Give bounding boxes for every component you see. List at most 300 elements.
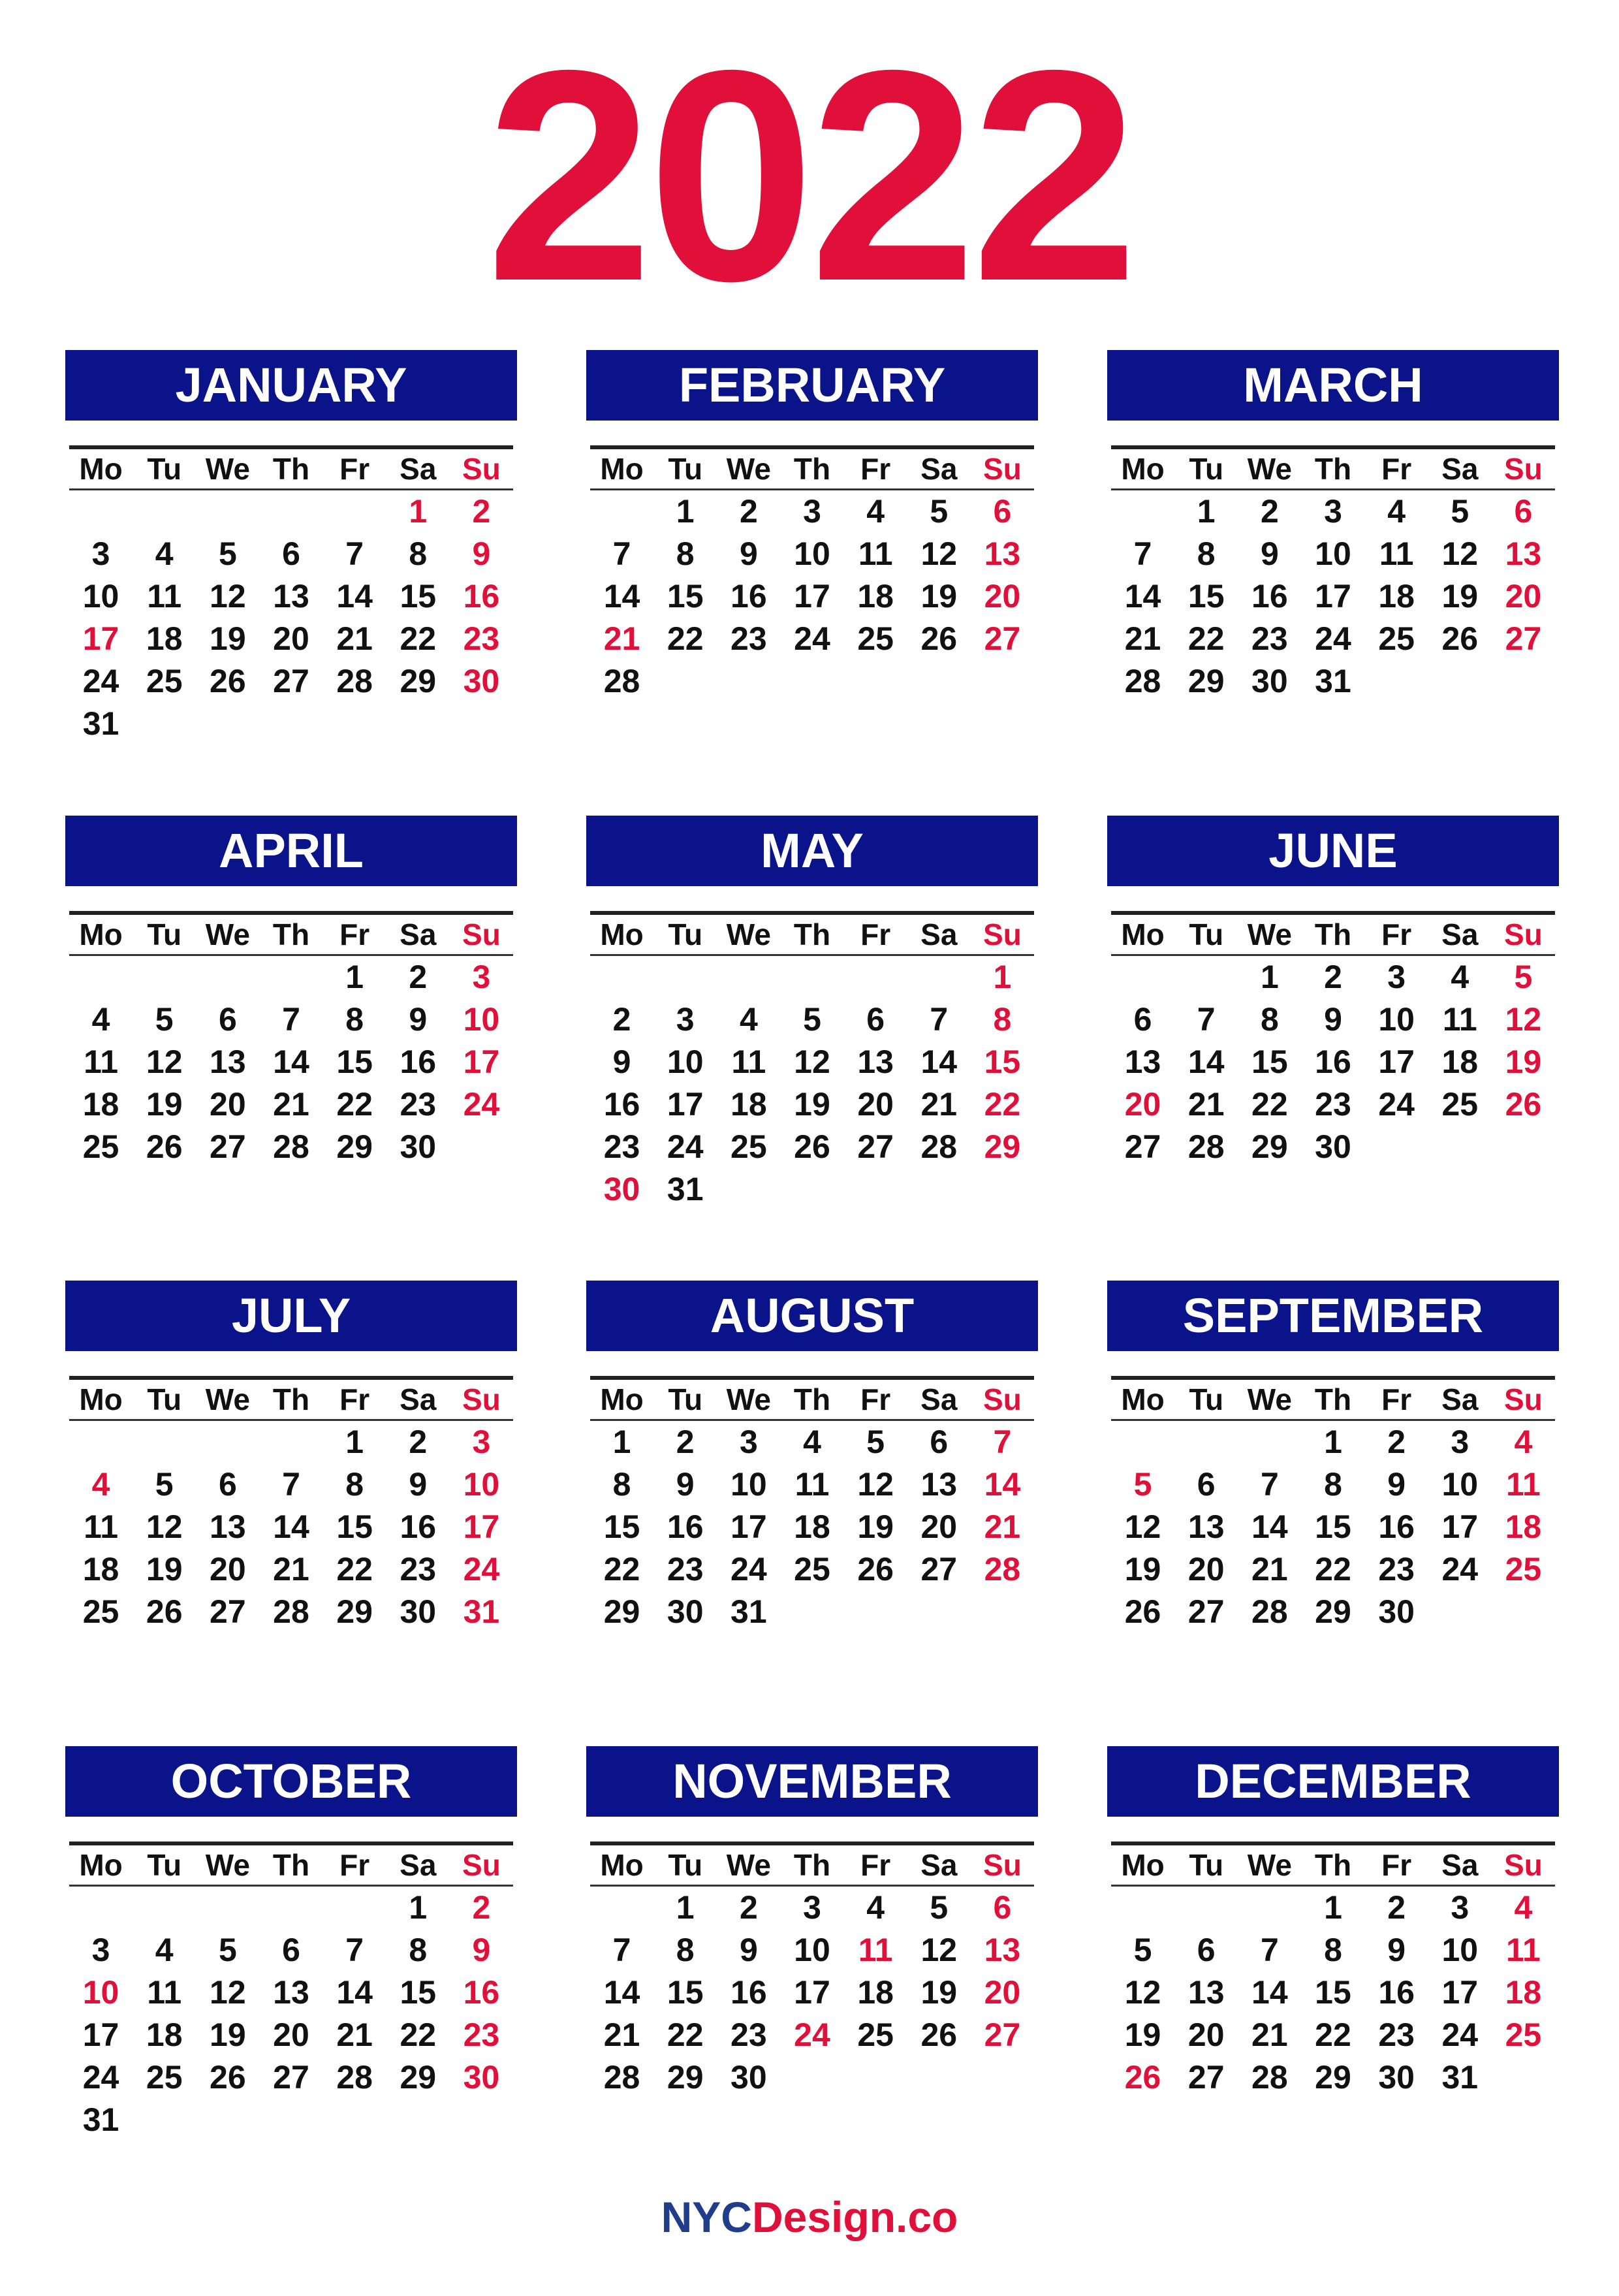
day-cell: 21 xyxy=(920,1086,958,1123)
day-cell: 12 xyxy=(920,535,958,572)
day-cell: 11 xyxy=(1505,1932,1541,1968)
weekday-label: Sa xyxy=(1428,915,1492,956)
day-cell: 19 xyxy=(1124,1551,1161,1587)
day-cell: 21 xyxy=(1251,1551,1288,1587)
day-cell: 4 xyxy=(803,1424,821,1460)
month-november xyxy=(586,1746,1038,2099)
day-cell: 24 xyxy=(82,663,119,699)
day-cell: 20 xyxy=(210,1086,246,1123)
day-cell: 28 xyxy=(336,2059,373,2096)
day-cell: 6 xyxy=(930,1424,949,1460)
day-cell: 1 xyxy=(409,493,428,530)
day-cell: 23 xyxy=(731,620,767,657)
day-cell: 8 xyxy=(345,1001,364,1038)
day-cell: 20 xyxy=(210,1551,246,1587)
weekday-label: Fr xyxy=(844,1845,907,1887)
day-cell: 29 xyxy=(336,1593,373,1630)
day-cell: 10 xyxy=(731,1466,767,1503)
weekday-label: Mo xyxy=(1111,1380,1174,1421)
weekday-label: Th xyxy=(259,1380,322,1421)
empty-cell xyxy=(196,956,259,998)
weekday-label: Sa xyxy=(386,449,450,490)
day-cell: 23 xyxy=(1251,620,1288,657)
weekday-label: Su xyxy=(971,915,1034,956)
empty-cell xyxy=(323,1887,386,1929)
day-cell: 18 xyxy=(146,2017,183,2053)
day-cell: 26 xyxy=(210,663,246,699)
empty-cell xyxy=(196,1887,259,1929)
day-cell: 25 xyxy=(857,2017,894,2053)
weekday-label: Su xyxy=(450,915,513,956)
weekday-label: Mo xyxy=(1111,1845,1174,1887)
month-december xyxy=(1107,1746,1559,2099)
day-cell: 20 xyxy=(1187,1551,1225,1587)
day-cell: 9 xyxy=(1387,1466,1406,1503)
day-cell: 22 xyxy=(984,1086,1021,1123)
day-grid xyxy=(1111,1380,1555,1633)
weekday-label: We xyxy=(1238,1380,1301,1421)
day-cell: 11 xyxy=(147,1974,182,2011)
day-cell: 19 xyxy=(146,1086,183,1123)
day-cell: 8 xyxy=(1260,1001,1279,1038)
day-cell: 5 xyxy=(155,1466,174,1503)
empty-cell xyxy=(844,956,907,998)
day-cell: 27 xyxy=(273,2059,309,2096)
day-grid xyxy=(590,1380,1034,1633)
day-cell: 10 xyxy=(794,535,830,572)
day-cell: 6 xyxy=(1133,1001,1152,1038)
weekday-label: Mo xyxy=(69,1845,133,1887)
day-cell: 21 xyxy=(336,620,373,657)
day-cell: 2 xyxy=(1387,1424,1406,1460)
day-cell: 18 xyxy=(1505,1508,1542,1545)
day-cell: 10 xyxy=(1441,1466,1479,1503)
day-cell: 19 xyxy=(1441,578,1479,614)
day-cell: 30 xyxy=(1378,1593,1415,1630)
day-cell: 27 xyxy=(857,1128,894,1165)
day-cell: 9 xyxy=(409,1001,428,1038)
weekday-label: Fr xyxy=(844,1380,907,1421)
weekday-label: Su xyxy=(971,1845,1034,1887)
day-cell: 16 xyxy=(731,1974,767,2011)
empty-cell xyxy=(196,490,259,533)
day-cell: 12 xyxy=(146,1508,183,1545)
day-cell: 11 xyxy=(731,1044,766,1080)
day-cell: 18 xyxy=(146,620,183,657)
day-cell: 28 xyxy=(273,1593,309,1630)
day-cell: 20 xyxy=(984,578,1021,614)
day-cell: 5 xyxy=(803,1001,821,1038)
day-cell: 2 xyxy=(1387,1889,1406,1926)
day-cell: 15 xyxy=(400,1974,437,2011)
weekday-label: We xyxy=(1238,1845,1301,1887)
empty-cell xyxy=(1111,490,1174,533)
day-cell: 12 xyxy=(146,1044,183,1080)
weekday-label: Tu xyxy=(133,1845,196,1887)
day-cell: 25 xyxy=(1505,2017,1542,2053)
day-cell: 5 xyxy=(155,1001,174,1038)
day-cell: 13 xyxy=(1505,535,1542,572)
weekday-label: Sa xyxy=(386,1845,450,1887)
day-cell: 22 xyxy=(667,2017,704,2053)
day-cell: 14 xyxy=(273,1044,309,1080)
day-cell: 7 xyxy=(612,1932,631,1968)
day-cell: 24 xyxy=(1441,1551,1479,1587)
month-march xyxy=(1107,350,1559,703)
day-cell: 16 xyxy=(463,1974,500,2011)
day-cell: 18 xyxy=(82,1551,119,1587)
day-cell: 13 xyxy=(984,1932,1021,1968)
day-cell: 21 xyxy=(603,2017,640,2053)
day-cell: 22 xyxy=(1187,620,1225,657)
empty-cell xyxy=(590,490,653,533)
day-cell: 29 xyxy=(1187,663,1225,699)
day-cell: 11 xyxy=(858,535,893,572)
weekday-label: Tu xyxy=(1174,1380,1238,1421)
day-cell: 23 xyxy=(667,1551,704,1587)
day-cell: 22 xyxy=(336,1086,373,1123)
day-cell: 14 xyxy=(336,1974,373,2011)
weekday-label: We xyxy=(717,1380,780,1421)
day-cell: 13 xyxy=(1187,1508,1225,1545)
day-cell: 25 xyxy=(731,1128,767,1165)
day-cell: 15 xyxy=(984,1044,1021,1080)
empty-cell xyxy=(133,1887,196,1929)
day-cell: 26 xyxy=(794,1128,830,1165)
day-cell: 8 xyxy=(409,535,428,572)
day-cell: 27 xyxy=(273,663,309,699)
weekday-label: Mo xyxy=(69,915,133,956)
month-name: DECEMBER xyxy=(1107,1746,1559,1817)
day-cell: 21 xyxy=(336,2017,373,2053)
day-cell: 7 xyxy=(345,1932,364,1968)
day-cell: 14 xyxy=(336,578,373,614)
day-cell: 8 xyxy=(1324,1932,1342,1968)
weekday-label: Sa xyxy=(1428,1380,1492,1421)
day-cell: 15 xyxy=(1251,1044,1288,1080)
day-cell: 21 xyxy=(273,1086,309,1123)
weekday-label: Fr xyxy=(1365,915,1428,956)
weekday-label: Mo xyxy=(1111,449,1174,490)
day-cell: 6 xyxy=(218,1001,237,1038)
day-cell: 17 xyxy=(1378,1044,1415,1080)
empty-cell xyxy=(69,1421,133,1463)
day-cell: 13 xyxy=(1187,1974,1225,2011)
day-cell: 5 xyxy=(1133,1466,1152,1503)
day-cell: 30 xyxy=(603,1171,640,1207)
day-cell: 3 xyxy=(676,1001,695,1038)
day-cell: 23 xyxy=(463,620,500,657)
day-grid xyxy=(69,915,513,1168)
day-cell: 15 xyxy=(336,1508,373,1545)
day-cell: 15 xyxy=(603,1508,640,1545)
day-cell: 20 xyxy=(1505,578,1542,614)
day-cell: 3 xyxy=(472,1424,491,1460)
day-cell: 21 xyxy=(603,620,640,657)
day-cell: 26 xyxy=(920,620,958,657)
weekday-label: Sa xyxy=(1428,1845,1492,1887)
weekday-label: Fr xyxy=(844,915,907,956)
day-cell: 22 xyxy=(603,1551,640,1587)
day-cell: 29 xyxy=(1315,1593,1351,1630)
day-cell: 4 xyxy=(155,535,174,572)
day-cell: 3 xyxy=(91,1932,110,1968)
day-cell: 11 xyxy=(858,1932,893,1968)
month-may xyxy=(586,816,1038,1211)
day-cell: 9 xyxy=(739,535,758,572)
day-cell: 19 xyxy=(1124,2017,1161,2053)
day-cell: 4 xyxy=(739,1001,758,1038)
day-cell: 14 xyxy=(603,578,640,614)
weekday-label: Fr xyxy=(1365,1845,1428,1887)
weekday-label: Fr xyxy=(1365,449,1428,490)
weekday-label: Su xyxy=(1492,1380,1555,1421)
weekday-label: Sa xyxy=(386,1380,450,1421)
month-name: OCTOBER xyxy=(65,1746,517,1817)
day-cell: 3 xyxy=(472,959,491,995)
month-name: FEBRUARY xyxy=(586,350,1038,421)
day-cell: 6 xyxy=(866,1001,885,1038)
day-cell: 25 xyxy=(1505,1551,1542,1587)
weekday-label: Th xyxy=(780,1380,843,1421)
day-cell: 2 xyxy=(472,1889,491,1926)
day-cell: 22 xyxy=(400,2017,437,2053)
weekday-label: We xyxy=(1238,449,1301,490)
weekday-label: Th xyxy=(1301,1380,1364,1421)
day-cell: 20 xyxy=(857,1086,894,1123)
day-cell: 19 xyxy=(920,1974,958,2011)
day-cell: 6 xyxy=(1514,493,1533,530)
day-cell: 7 xyxy=(993,1424,1012,1460)
day-cell: 5 xyxy=(1514,959,1533,995)
day-cell: 21 xyxy=(984,1508,1021,1545)
day-cell: 12 xyxy=(1124,1974,1161,2011)
weekday-label: We xyxy=(717,449,780,490)
weekday-label: Mo xyxy=(590,915,653,956)
day-cell: 14 xyxy=(984,1466,1021,1503)
day-cell: 18 xyxy=(1378,578,1415,614)
day-cell: 30 xyxy=(463,663,500,699)
day-cell: 7 xyxy=(1260,1466,1279,1503)
day-cell: 17 xyxy=(794,1974,830,2011)
day-cell: 28 xyxy=(603,663,640,699)
day-cell: 4 xyxy=(866,1889,885,1926)
weekday-label: Fr xyxy=(323,1845,386,1887)
day-cell: 1 xyxy=(676,493,695,530)
day-cell: 16 xyxy=(731,578,767,614)
empty-cell xyxy=(1238,1421,1301,1463)
weekday-label: Sa xyxy=(907,1845,971,1887)
day-cell: 8 xyxy=(676,1932,695,1968)
day-cell: 26 xyxy=(1505,1086,1542,1123)
brand-footer xyxy=(0,2191,1619,2243)
day-cell: 2 xyxy=(612,1001,631,1038)
day-cell: 2 xyxy=(676,1424,695,1460)
day-cell: 29 xyxy=(400,663,437,699)
weekday-label: Su xyxy=(450,1845,513,1887)
day-cell: 18 xyxy=(857,578,894,614)
empty-cell xyxy=(653,956,717,998)
day-cell: 29 xyxy=(603,1593,640,1630)
day-cell: 5 xyxy=(866,1424,885,1460)
day-cell: 24 xyxy=(731,1551,767,1587)
day-cell: 20 xyxy=(984,1974,1021,2011)
day-cell: 1 xyxy=(676,1889,695,1926)
empty-cell xyxy=(1174,956,1238,998)
weekday-label: Mo xyxy=(69,1380,133,1421)
day-cell: 3 xyxy=(1387,959,1406,995)
day-cell: 12 xyxy=(1505,1001,1542,1038)
day-cell: 31 xyxy=(731,1593,767,1630)
day-cell: 9 xyxy=(472,535,491,572)
day-cell: 3 xyxy=(91,535,110,572)
weekday-label: Sa xyxy=(907,449,971,490)
day-cell: 3 xyxy=(803,1889,821,1926)
weekday-label: We xyxy=(196,1845,259,1887)
empty-cell xyxy=(323,490,386,533)
day-cell: 17 xyxy=(82,2017,119,2053)
weekday-label: Tu xyxy=(653,1845,717,1887)
day-cell: 23 xyxy=(603,1128,640,1165)
day-cell: 31 xyxy=(82,2101,119,2138)
empty-cell xyxy=(259,1421,322,1463)
weekday-label: Tu xyxy=(1174,449,1238,490)
day-cell: 25 xyxy=(1441,1086,1479,1123)
weekday-label: Fr xyxy=(1365,1380,1428,1421)
weekday-label: Tu xyxy=(653,915,717,956)
weekday-label: Tu xyxy=(653,449,717,490)
day-cell: 12 xyxy=(1441,535,1479,572)
weekday-label: Su xyxy=(450,1380,513,1421)
day-cell: 10 xyxy=(82,578,119,614)
day-cell: 2 xyxy=(1260,493,1279,530)
day-cell: 13 xyxy=(857,1044,894,1080)
empty-cell xyxy=(1238,1887,1301,1929)
weekday-label: Tu xyxy=(133,449,196,490)
month-name: JULY xyxy=(65,1281,517,1351)
day-cell: 8 xyxy=(409,1932,428,1968)
day-cell: 24 xyxy=(82,2059,119,2096)
month-name: NOVEMBER xyxy=(586,1746,1038,1817)
day-cell: 17 xyxy=(667,1086,704,1123)
day-cell: 16 xyxy=(603,1086,640,1123)
day-cell: 14 xyxy=(603,1974,640,2011)
month-september xyxy=(1107,1281,1559,1633)
empty-cell xyxy=(69,956,133,998)
day-cell: 12 xyxy=(210,578,246,614)
day-cell: 7 xyxy=(282,1466,300,1503)
month-name: AUGUST xyxy=(586,1281,1038,1351)
day-cell: 15 xyxy=(1187,578,1225,614)
empty-cell xyxy=(69,1887,133,1929)
day-cell: 29 xyxy=(400,2059,437,2096)
day-cell: 25 xyxy=(1378,620,1415,657)
weekday-label: Fr xyxy=(323,449,386,490)
day-cell: 11 xyxy=(1379,535,1414,572)
empty-cell xyxy=(133,490,196,533)
weekday-label: Th xyxy=(780,1845,843,1887)
day-grid xyxy=(590,915,1034,1211)
day-cell: 7 xyxy=(282,1001,300,1038)
day-cell: 23 xyxy=(731,2017,767,2053)
day-cell: 1 xyxy=(345,1424,364,1460)
day-cell: 26 xyxy=(1124,1593,1161,1630)
day-cell: 6 xyxy=(1197,1932,1216,1968)
day-cell: 12 xyxy=(857,1466,894,1503)
day-cell: 27 xyxy=(210,1128,246,1165)
day-cell: 3 xyxy=(1451,1889,1470,1926)
day-cell: 15 xyxy=(1315,1974,1351,2011)
month-name: JANUARY xyxy=(65,350,517,421)
day-cell: 5 xyxy=(1133,1932,1152,1968)
day-cell: 4 xyxy=(91,1001,110,1038)
weekday-label: Sa xyxy=(907,915,971,956)
day-cell: 3 xyxy=(739,1424,758,1460)
day-cell: 30 xyxy=(1315,1128,1351,1165)
day-cell: 18 xyxy=(1505,1974,1542,2011)
day-cell: 18 xyxy=(82,1086,119,1123)
day-cell: 19 xyxy=(920,578,958,614)
day-cell: 13 xyxy=(210,1508,246,1545)
day-cell: 14 xyxy=(1251,1974,1288,2011)
day-cell: 18 xyxy=(794,1508,830,1545)
day-cell: 14 xyxy=(1187,1044,1225,1080)
brand-name-part1: NYC xyxy=(661,2193,752,2241)
day-cell: 12 xyxy=(210,1974,246,2011)
day-cell: 26 xyxy=(920,2017,958,2053)
day-cell: 13 xyxy=(273,1974,309,2011)
weekday-label: Sa xyxy=(1428,449,1492,490)
day-cell: 27 xyxy=(1505,620,1542,657)
day-cell: 13 xyxy=(920,1466,958,1503)
day-cell: 2 xyxy=(409,1424,428,1460)
day-cell: 7 xyxy=(1133,535,1152,572)
day-cell: 9 xyxy=(1260,535,1279,572)
day-cell: 9 xyxy=(1387,1932,1406,1968)
empty-cell xyxy=(69,490,133,533)
weekday-label: We xyxy=(717,1845,780,1887)
month-name: SEPTEMBER xyxy=(1107,1281,1559,1351)
weekday-label: Th xyxy=(1301,449,1364,490)
day-cell: 17 xyxy=(1441,1508,1479,1545)
day-cell: 4 xyxy=(91,1466,110,1503)
day-cell: 28 xyxy=(984,1551,1021,1587)
day-cell: 29 xyxy=(984,1128,1021,1165)
day-cell: 23 xyxy=(1378,2017,1415,2053)
weekday-label: Tu xyxy=(1174,915,1238,956)
day-cell: 6 xyxy=(282,1932,300,1968)
day-cell: 25 xyxy=(857,620,894,657)
day-cell: 28 xyxy=(336,663,373,699)
day-cell: 29 xyxy=(1251,1128,1288,1165)
day-cell: 17 xyxy=(1441,1974,1479,2011)
day-cell: 23 xyxy=(463,2017,500,2053)
day-cell: 6 xyxy=(218,1466,237,1503)
day-cell: 27 xyxy=(210,1593,246,1630)
day-cell: 9 xyxy=(472,1932,491,1968)
day-cell: 5 xyxy=(930,493,949,530)
day-cell: 28 xyxy=(920,1128,958,1165)
weekday-label: Th xyxy=(780,449,843,490)
empty-cell xyxy=(590,1887,653,1929)
day-cell: 24 xyxy=(463,1086,500,1123)
day-cell: 28 xyxy=(1251,1593,1288,1630)
day-cell: 3 xyxy=(1324,493,1342,530)
day-cell: 26 xyxy=(146,1593,183,1630)
day-cell: 24 xyxy=(794,620,830,657)
day-cell: 7 xyxy=(612,535,631,572)
weekday-label: Th xyxy=(1301,915,1364,956)
